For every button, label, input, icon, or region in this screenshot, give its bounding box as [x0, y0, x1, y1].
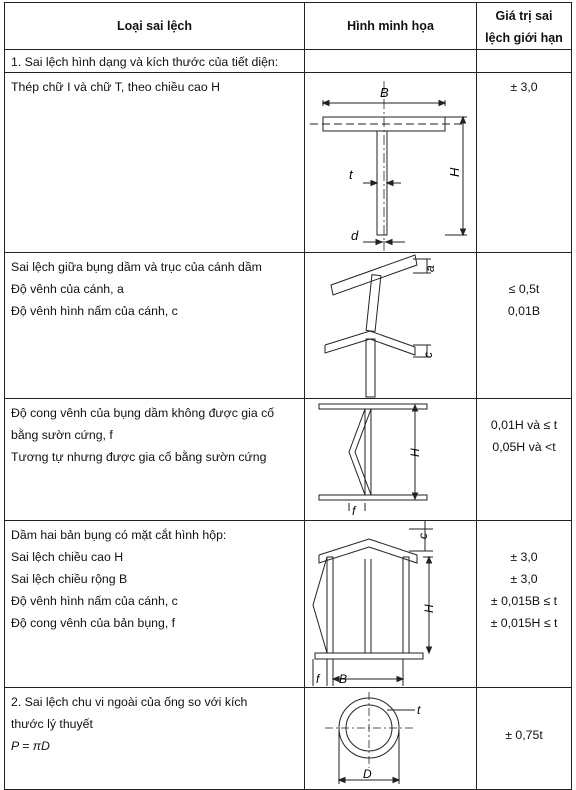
label-a: a	[423, 265, 437, 272]
row-text: Độ cong vênh của bản bụng, f	[11, 616, 176, 630]
header-illustration: Hình minh họa	[305, 3, 477, 50]
row-text: Độ vênh hình nấm của cánh, c	[11, 304, 178, 318]
row-text: thước lý thuyết	[11, 717, 93, 731]
row-value: ± 3,0	[510, 572, 538, 586]
label-H: H	[422, 604, 436, 613]
label-D: D	[363, 767, 372, 781]
label-H: H	[408, 448, 422, 457]
label-t: t	[417, 703, 421, 717]
header-row	[5, 3, 572, 50]
label-d: d	[351, 228, 359, 243]
row-value: ± 3,0	[510, 550, 538, 564]
i-beam-diagram	[305, 73, 477, 253]
figure-box-girder	[305, 521, 477, 688]
pipe-diagram	[305, 688, 477, 790]
box-girder-diagram	[305, 521, 477, 688]
label-t: t	[349, 167, 353, 182]
section-row-1	[5, 50, 572, 73]
label-B: B	[380, 85, 389, 100]
table-row-i-t-steel	[5, 73, 572, 253]
table-row-box-girder	[5, 521, 572, 688]
row-text: 2. Sai lệch chu vi ngoài của ống so với kích	[11, 695, 248, 709]
label-f: f	[316, 672, 320, 686]
figure-pipe	[305, 688, 477, 790]
header-limit-line1: Giá trị sai	[495, 9, 553, 23]
row-text: Độ cong vênh của bụng dầm không được gia cố	[11, 406, 275, 420]
label-f: f	[352, 504, 356, 518]
row-text: Độ vênh của cánh, a	[11, 282, 124, 296]
flange-warp-diagram	[305, 253, 477, 399]
row-value: ± 0,015H ≤ t	[490, 616, 558, 630]
row-text: Sai lệch chiều rộng B	[11, 572, 128, 586]
label-c: c	[421, 352, 435, 358]
row-value: ± 3,0	[510, 80, 538, 94]
row-text: Sai lệch chiều cao H	[11, 550, 124, 564]
table-row-pipe-perimeter	[5, 688, 572, 790]
figure-web-bow	[305, 399, 477, 521]
row-text: Sai lệch giữa bụng dầm và trục của cánh dầm	[11, 260, 262, 274]
table-row-flange-warp	[5, 253, 572, 399]
table-row-web-bow	[5, 399, 572, 521]
row-text: Độ vênh hình nấm của cánh, c	[11, 594, 178, 608]
header-limit-line2: lệch giới hạn	[485, 31, 563, 45]
row-value: 0,05H và <t	[492, 440, 556, 454]
row-text: Tương tự nhưng được gia cố bằng sườn cứng	[11, 450, 267, 464]
row-value: ≤ 0,5t	[508, 282, 540, 296]
row-text: bằng sườn cứng, f	[11, 428, 113, 442]
section-title: 1. Sai lệch hình dạng và kích thước của tiết diện:	[5, 50, 305, 73]
tolerance-table	[4, 2, 572, 790]
row-value: 0,01B	[507, 304, 541, 318]
label-c: c	[416, 533, 430, 539]
row-text: Dầm hai bản bụng có mặt cắt hình hộp:	[11, 528, 227, 542]
row-text: P = πD	[11, 739, 50, 753]
header-deviation-type: Loại sai lệch	[5, 3, 305, 50]
figure-flange-warp	[305, 253, 477, 399]
row-text: Thép chữ I và chữ T, theo chiều cao H	[11, 80, 220, 94]
figure-i-beam	[305, 73, 477, 253]
label-B: B	[339, 672, 348, 686]
row-value: 0,01H và ≤ t	[490, 418, 558, 432]
row-value: ± 0,75t	[505, 728, 543, 742]
row-value: ± 0,015B ≤ t	[490, 594, 558, 608]
label-H: H	[447, 167, 462, 177]
header-limit-value	[477, 3, 572, 50]
web-bow-diagram	[305, 399, 477, 521]
